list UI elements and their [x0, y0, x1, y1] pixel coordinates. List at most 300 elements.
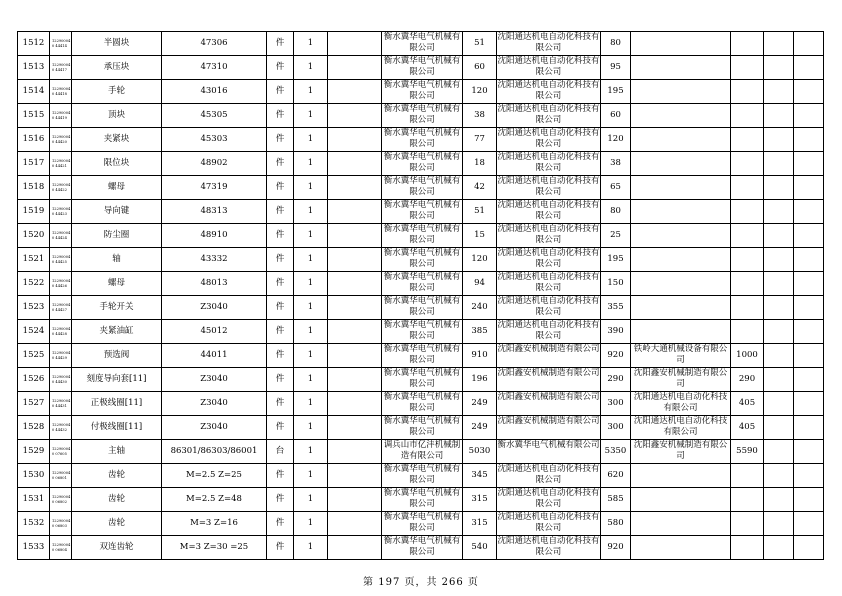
material-code: 122900040 44431: [50, 392, 72, 416]
part-name: 齿轮: [72, 512, 162, 536]
supplier-2: 沈阳通达机电自动化科技有限公司: [497, 152, 601, 176]
supplier-2: 沈阳通达机电自动化科技有限公司: [497, 296, 601, 320]
row-number: 1523: [18, 296, 50, 320]
supplier-3: [631, 536, 731, 560]
price-3: [731, 248, 764, 272]
supplier-3: [631, 32, 731, 56]
table-row: [18, 224, 824, 248]
price-1: 60: [463, 56, 497, 80]
price-3: [731, 536, 764, 560]
material-code: 122900040 44428: [50, 320, 72, 344]
blank-cell: [328, 248, 382, 272]
table-row: [18, 440, 824, 464]
supplier-2: 沈阳通达机电自动化科技有限公司: [497, 320, 601, 344]
price-2: 120: [601, 128, 631, 152]
quantity: 1: [294, 440, 328, 464]
price-3: 5590: [731, 440, 764, 464]
material-code: 122900040 44422: [50, 176, 72, 200]
unit: 件: [267, 392, 294, 416]
part-model: Z3040: [162, 392, 267, 416]
material-code: 122900040 44426: [50, 272, 72, 296]
blank-cell: [794, 56, 824, 80]
unit: 件: [267, 368, 294, 392]
unit: 件: [267, 416, 294, 440]
price-2: 290: [601, 368, 631, 392]
supplier-3: [631, 320, 731, 344]
part-name: 付极线圈[11]: [72, 416, 162, 440]
unit: 台: [267, 440, 294, 464]
blank-cell: [764, 392, 794, 416]
table-row: [18, 248, 824, 272]
unit: 件: [267, 176, 294, 200]
material-code: 122900040 44425: [50, 248, 72, 272]
price-1: 249: [463, 416, 497, 440]
quantity: 1: [294, 272, 328, 296]
price-1: 910: [463, 344, 497, 368]
supplier-2: 沈阳通达机电自动化科技有限公司: [497, 56, 601, 80]
price-1: 385: [463, 320, 497, 344]
blank-cell: [764, 32, 794, 56]
part-name: 齿轮: [72, 488, 162, 512]
price-2: 150: [601, 272, 631, 296]
supplier-2: 沈阳通达机电自动化科技有限公司: [497, 200, 601, 224]
price-1: 51: [463, 32, 497, 56]
blank-cell: [764, 104, 794, 128]
row-number: 1513: [18, 56, 50, 80]
table-row: [18, 344, 824, 368]
row-number: 1520: [18, 224, 50, 248]
unit: 件: [267, 272, 294, 296]
price-3: [731, 224, 764, 248]
table-row: [18, 80, 824, 104]
unit: 件: [267, 80, 294, 104]
supplier-1: 衡水冀华电气机械有限公司: [382, 320, 463, 344]
blank-cell: [764, 320, 794, 344]
blank-cell: [794, 248, 824, 272]
part-model: 43332: [162, 248, 267, 272]
price-1: 540: [463, 536, 497, 560]
part-model: 48013: [162, 272, 267, 296]
blank-cell: [328, 320, 382, 344]
price-2: 95: [601, 56, 631, 80]
price-2: 195: [601, 248, 631, 272]
quantity: 1: [294, 512, 328, 536]
row-number: 1521: [18, 248, 50, 272]
supplier-3: [631, 512, 731, 536]
unit: 件: [267, 56, 294, 80]
blank-cell: [794, 344, 824, 368]
supplier-1: 衡水冀华电气机械有限公司: [382, 296, 463, 320]
unit: 件: [267, 200, 294, 224]
material-code: 122900040 44423: [50, 200, 72, 224]
blank-cell: [328, 416, 382, 440]
price-2: 620: [601, 464, 631, 488]
page-footer: 第 197 页，共 266 页: [363, 577, 479, 588]
row-number: 1525: [18, 344, 50, 368]
supplier-2: 沈阳鑫安机械制造有限公司: [497, 368, 601, 392]
supplier-1: 衡水冀华电气机械有限公司: [382, 392, 463, 416]
supplier-2: 沈阳通达机电自动化科技有限公司: [497, 512, 601, 536]
price-2: 920: [601, 536, 631, 560]
row-number: 1527: [18, 392, 50, 416]
quantity: 1: [294, 464, 328, 488]
quantity: 1: [294, 320, 328, 344]
row-number: 1514: [18, 80, 50, 104]
part-name: 半圆块: [72, 32, 162, 56]
row-number: 1518: [18, 176, 50, 200]
material-code: 122900040 44421: [50, 152, 72, 176]
material-code: 122900040 06804: [50, 536, 72, 560]
blank-cell: [794, 464, 824, 488]
blank-cell: [328, 488, 382, 512]
blank-cell: [328, 200, 382, 224]
price-1: 345: [463, 464, 497, 488]
part-model: 47319: [162, 176, 267, 200]
price-3: 405: [731, 416, 764, 440]
blank-cell: [328, 80, 382, 104]
table-row: [18, 512, 824, 536]
price-3: [731, 80, 764, 104]
part-name: 限位块: [72, 152, 162, 176]
supplier-1: 衡水冀华电气机械有限公司: [382, 536, 463, 560]
supplier-3: [631, 80, 731, 104]
table-row: [18, 320, 824, 344]
part-model: 44011: [162, 344, 267, 368]
quantity: 1: [294, 128, 328, 152]
supplier-3: [631, 176, 731, 200]
unit: 件: [267, 248, 294, 272]
quantity: 1: [294, 248, 328, 272]
supplier-2: 沈阳通达机电自动化科技有限公司: [497, 272, 601, 296]
part-name: 承压块: [72, 56, 162, 80]
table-row: [18, 296, 824, 320]
supplier-1: 衡水冀华电气机械有限公司: [382, 248, 463, 272]
blank-cell: [794, 392, 824, 416]
supplier-3: [631, 464, 731, 488]
supplier-1: 衡水冀华电气机械有限公司: [382, 368, 463, 392]
part-name: 防尘圈: [72, 224, 162, 248]
blank-cell: [764, 440, 794, 464]
blank-cell: [764, 464, 794, 488]
unit: 件: [267, 104, 294, 128]
blank-cell: [794, 368, 824, 392]
blank-cell: [328, 536, 382, 560]
material-code: 122900040 44418: [50, 80, 72, 104]
price-3: [731, 320, 764, 344]
table-row: [18, 152, 824, 176]
price-1: 315: [463, 488, 497, 512]
material-code: 122900040 06803: [50, 512, 72, 536]
part-name: 螺母: [72, 272, 162, 296]
part-model: 45012: [162, 320, 267, 344]
supplier-1: 衡水冀华电气机械有限公司: [382, 272, 463, 296]
part-model: 86301/86303/86001: [162, 440, 267, 464]
blank-cell: [764, 488, 794, 512]
supplier-3: 沈阳鑫安机械制造有限公司: [631, 440, 731, 464]
price-1: 94: [463, 272, 497, 296]
table-row: [18, 416, 824, 440]
supplier-2: 沈阳通达机电自动化科技有限公司: [497, 176, 601, 200]
blank-cell: [764, 200, 794, 224]
price-1: 18: [463, 152, 497, 176]
supplier-1: 衡水冀华电气机械有限公司: [382, 200, 463, 224]
row-number: 1531: [18, 488, 50, 512]
quantity: 1: [294, 368, 328, 392]
supplier-3: [631, 56, 731, 80]
table-row: [18, 272, 824, 296]
row-number: 1519: [18, 200, 50, 224]
row-number: 1512: [18, 32, 50, 56]
part-model: 45303: [162, 128, 267, 152]
price-3: [731, 176, 764, 200]
blank-cell: [794, 200, 824, 224]
part-name: 主轴: [72, 440, 162, 464]
material-code: 122900040 44419: [50, 104, 72, 128]
part-name: 手轮: [72, 80, 162, 104]
blank-cell: [794, 128, 824, 152]
blank-cell: [794, 416, 824, 440]
price-1: 77: [463, 128, 497, 152]
price-1: 315: [463, 512, 497, 536]
price-2: 60: [601, 104, 631, 128]
blank-cell: [328, 272, 382, 296]
supplier-1: 衡水冀华电气机械有限公司: [382, 56, 463, 80]
row-number: 1517: [18, 152, 50, 176]
price-1: 42: [463, 176, 497, 200]
blank-cell: [794, 152, 824, 176]
price-3: [731, 296, 764, 320]
quantity: 1: [294, 200, 328, 224]
part-name: 夹紧块: [72, 128, 162, 152]
part-name: 齿轮: [72, 464, 162, 488]
part-name: 导向键: [72, 200, 162, 224]
price-1: 120: [463, 80, 497, 104]
price-2: 390: [601, 320, 631, 344]
unit: 件: [267, 512, 294, 536]
supplier-2: 衡水冀华电气机械有限公司: [497, 440, 601, 464]
unit: 件: [267, 224, 294, 248]
row-number: 1529: [18, 440, 50, 464]
supplier-3: [631, 224, 731, 248]
table-row: [18, 32, 824, 56]
blank-cell: [794, 320, 824, 344]
blank-cell: [794, 440, 824, 464]
table-row: [18, 128, 824, 152]
unit: 件: [267, 536, 294, 560]
unit: 件: [267, 464, 294, 488]
part-model: M=2.5 Z=25: [162, 464, 267, 488]
supplier-3: [631, 152, 731, 176]
supplier-3: [631, 248, 731, 272]
supplier-1: 调兵山市亿沣机械制造有限公司: [382, 440, 463, 464]
blank-cell: [764, 272, 794, 296]
row-number: 1516: [18, 128, 50, 152]
row-number: 1528: [18, 416, 50, 440]
part-name: 刻度导向套[11]: [72, 368, 162, 392]
part-model: 43016: [162, 80, 267, 104]
quantity: 1: [294, 104, 328, 128]
supplier-1: 衡水冀华电气机械有限公司: [382, 464, 463, 488]
unit: 件: [267, 296, 294, 320]
blank-cell: [794, 104, 824, 128]
price-2: 5350: [601, 440, 631, 464]
part-model: M=3 Z=30 =25: [162, 536, 267, 560]
supplier-3: [631, 488, 731, 512]
row-number: 1526: [18, 368, 50, 392]
material-code: 122900040 06801: [50, 464, 72, 488]
blank-cell: [764, 152, 794, 176]
supplier-2: 沈阳通达机电自动化科技有限公司: [497, 32, 601, 56]
part-model: 47310: [162, 56, 267, 80]
supplier-2: 沈阳通达机电自动化科技有限公司: [497, 464, 601, 488]
blank-cell: [328, 56, 382, 80]
price-3: 290: [731, 368, 764, 392]
price-2: 80: [601, 32, 631, 56]
supplier-2: 沈阳通达机电自动化科技有限公司: [497, 248, 601, 272]
blank-cell: [328, 344, 382, 368]
part-model: M=2.5 Z=48: [162, 488, 267, 512]
supplier-3: 沈阳通达机电自动化科技有限公司: [631, 392, 731, 416]
blank-cell: [328, 32, 382, 56]
quantity: 1: [294, 152, 328, 176]
quantity: 1: [294, 344, 328, 368]
price-1: 15: [463, 224, 497, 248]
price-2: 585: [601, 488, 631, 512]
part-name: 预选阀: [72, 344, 162, 368]
supplier-2: 沈阳鑫安机械制造有限公司: [497, 416, 601, 440]
blank-cell: [764, 296, 794, 320]
blank-cell: [764, 416, 794, 440]
price-3: [731, 152, 764, 176]
blank-cell: [328, 392, 382, 416]
material-code: 122900040 07605: [50, 440, 72, 464]
table-row: [18, 536, 824, 560]
row-number: 1532: [18, 512, 50, 536]
blank-cell: [764, 248, 794, 272]
supplier-2: 沈阳通达机电自动化科技有限公司: [497, 536, 601, 560]
blank-cell: [328, 296, 382, 320]
unit: 件: [267, 128, 294, 152]
price-2: 355: [601, 296, 631, 320]
unit: 件: [267, 320, 294, 344]
table-row: [18, 56, 824, 80]
blank-cell: [328, 176, 382, 200]
quantity: 1: [294, 392, 328, 416]
price-1: 120: [463, 248, 497, 272]
quantity: 1: [294, 416, 328, 440]
quantity: 1: [294, 224, 328, 248]
price-3: 405: [731, 392, 764, 416]
price-2: 580: [601, 512, 631, 536]
supplier-1: 衡水冀华电气机械有限公司: [382, 128, 463, 152]
price-3: [731, 104, 764, 128]
table-row: [18, 104, 824, 128]
supplier-1: 衡水冀华电气机械有限公司: [382, 344, 463, 368]
blank-cell: [764, 344, 794, 368]
blank-cell: [794, 536, 824, 560]
price-1: 240: [463, 296, 497, 320]
blank-cell: [794, 488, 824, 512]
quantity: 1: [294, 80, 328, 104]
unit: 件: [267, 344, 294, 368]
price-1: 38: [463, 104, 497, 128]
blank-cell: [328, 128, 382, 152]
supplier-3: [631, 296, 731, 320]
material-code: 122900040 44420: [50, 128, 72, 152]
quantity: 1: [294, 32, 328, 56]
blank-cell: [328, 368, 382, 392]
part-model: 48910: [162, 224, 267, 248]
price-1: 196: [463, 368, 497, 392]
part-name: 螺母: [72, 176, 162, 200]
blank-cell: [764, 536, 794, 560]
blank-cell: [764, 512, 794, 536]
unit: 件: [267, 488, 294, 512]
part-model: 48313: [162, 200, 267, 224]
part-name: 轴: [72, 248, 162, 272]
price-3: [731, 272, 764, 296]
supplier-2: 沈阳通达机电自动化科技有限公司: [497, 80, 601, 104]
price-3: [731, 32, 764, 56]
blank-cell: [794, 224, 824, 248]
supplier-2: 沈阳通达机电自动化科技有限公司: [497, 104, 601, 128]
blank-cell: [794, 32, 824, 56]
price-2: 300: [601, 392, 631, 416]
quantity: 1: [294, 536, 328, 560]
part-model: 45305: [162, 104, 267, 128]
supplier-3: [631, 272, 731, 296]
part-model: 47306: [162, 32, 267, 56]
supplier-1: 衡水冀华电气机械有限公司: [382, 152, 463, 176]
price-1: 51: [463, 200, 497, 224]
material-code: 122900040 44427: [50, 296, 72, 320]
material-code: 122900040 44429: [50, 344, 72, 368]
table-row: [18, 488, 824, 512]
price-1: 5030: [463, 440, 497, 464]
blank-cell: [764, 368, 794, 392]
supplier-1: 衡水冀华电气机械有限公司: [382, 104, 463, 128]
material-code: 122900040 06802: [50, 488, 72, 512]
blank-cell: [794, 512, 824, 536]
quantity: 1: [294, 296, 328, 320]
supplier-3: [631, 200, 731, 224]
blank-cell: [328, 512, 382, 536]
blank-cell: [764, 128, 794, 152]
material-code: 122900040 44417: [50, 56, 72, 80]
price-3: 1000: [731, 344, 764, 368]
supplier-2: 沈阳通达机电自动化科技有限公司: [497, 224, 601, 248]
part-model: Z3040: [162, 368, 267, 392]
parts-price-table: [17, 31, 824, 560]
price-3: [731, 488, 764, 512]
supplier-2: 沈阳通达机电自动化科技有限公司: [497, 128, 601, 152]
part-name: 双连齿轮: [72, 536, 162, 560]
part-model: Z3040: [162, 416, 267, 440]
part-name: 顶块: [72, 104, 162, 128]
price-1: 249: [463, 392, 497, 416]
blank-cell: [764, 176, 794, 200]
price-2: 920: [601, 344, 631, 368]
row-number: 1533: [18, 536, 50, 560]
table-row: [18, 200, 824, 224]
price-3: [731, 56, 764, 80]
price-2: 80: [601, 200, 631, 224]
supplier-1: 衡水冀华电气机械有限公司: [382, 176, 463, 200]
table-row: [18, 368, 824, 392]
blank-cell: [764, 224, 794, 248]
part-name: 手轮开关: [72, 296, 162, 320]
table-row: [18, 392, 824, 416]
